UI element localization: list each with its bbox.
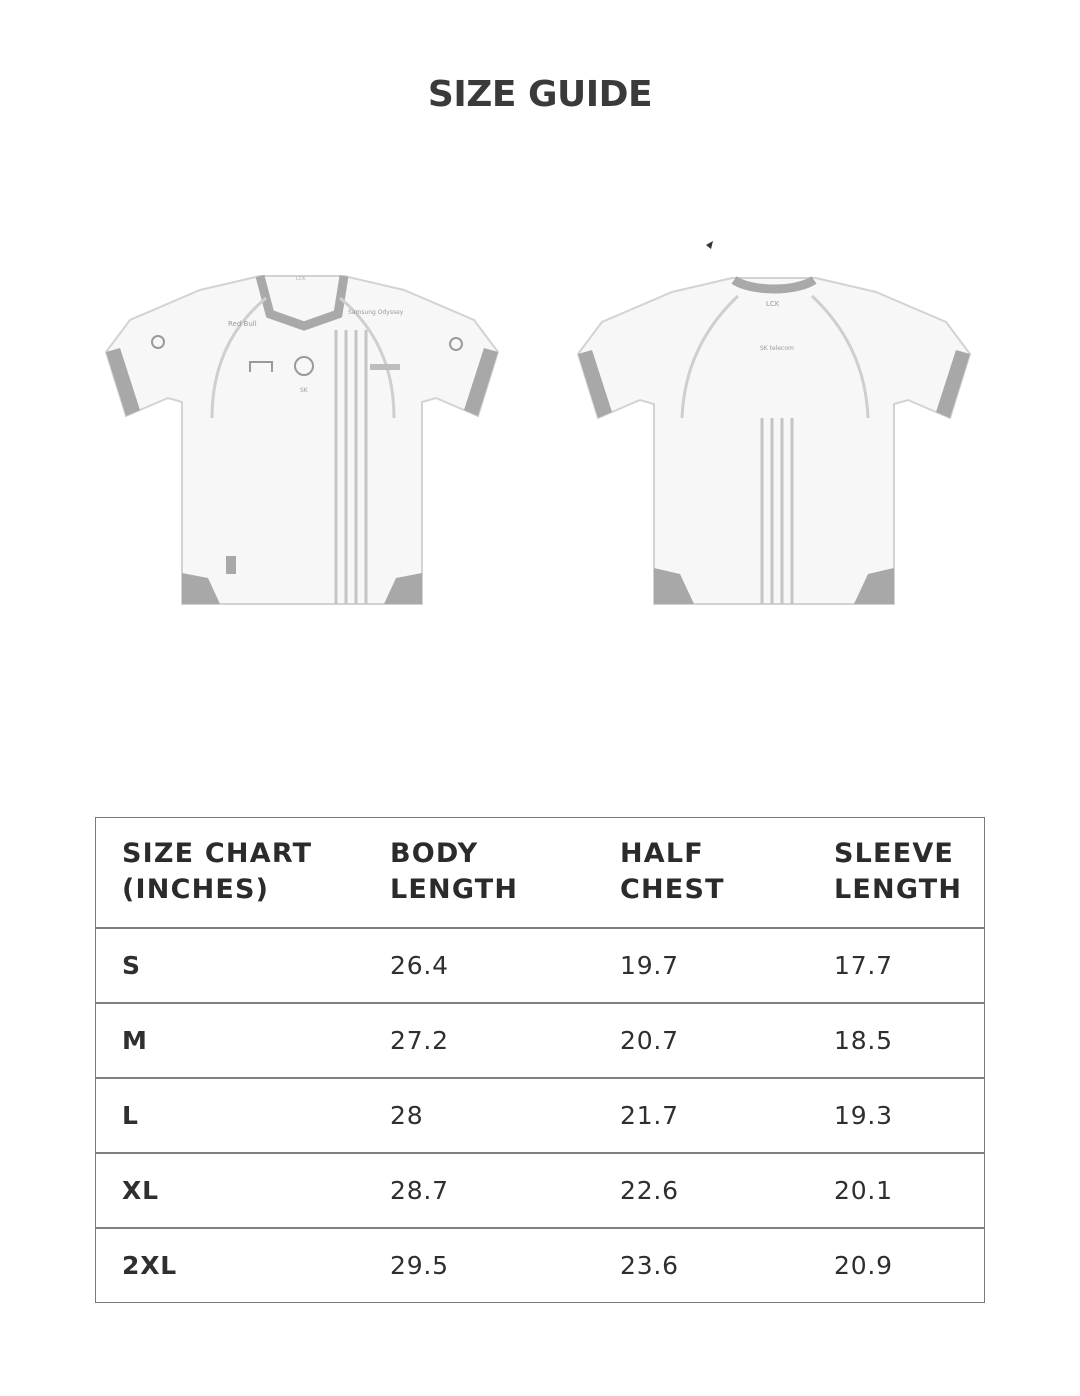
sleeve-length-value: 19.3 (834, 1100, 893, 1130)
body-length-value: 28.7 (390, 1175, 449, 1205)
body-length-value: 27.2 (390, 1025, 449, 1055)
table-row (96, 1003, 985, 1078)
page-title: SIZE GUIDE (427, 74, 653, 115)
header-body-length (390, 818, 620, 928)
header-sleeve-length-line2: LENGTH (834, 874, 963, 906)
header-sleeve-length-line1: SLEEVE (834, 838, 955, 870)
body-length-value: 29.5 (390, 1250, 449, 1280)
header-size-chart-line2: (INCHES) (122, 874, 270, 906)
size-label: M (122, 1025, 148, 1055)
table-row (96, 1228, 985, 1303)
table-row (96, 1153, 985, 1228)
header-half-chest (620, 818, 834, 928)
jersey-front-image (100, 268, 510, 613)
jersey-front-print-1: Red Bull (228, 320, 257, 328)
table-row (96, 928, 985, 1003)
header-half-chest-line1: HALF (620, 838, 704, 870)
table-header-row (96, 818, 985, 928)
half-chest-value: 21.7 (620, 1100, 679, 1130)
header-size-chart-line1: SIZE CHART (122, 838, 313, 870)
sleeve-length-value: 20.1 (834, 1175, 893, 1205)
header-body-length-line1: BODY (390, 838, 479, 870)
jersey-back-print-2: SK telecom (760, 345, 794, 352)
body-length-value: 28 (390, 1100, 424, 1130)
jersey-front-print-2: Samsung Odyssey (348, 309, 404, 316)
size-label: L (122, 1100, 139, 1130)
cursor-arrow-icon (704, 235, 714, 245)
half-chest-value: 20.7 (620, 1025, 679, 1055)
jersey-front-icon (100, 268, 510, 613)
sleeve-length-value: 17.7 (834, 950, 893, 980)
size-chart-table (95, 817, 985, 1303)
table-row (96, 1078, 985, 1153)
jersey-front-print-3: SK (300, 387, 308, 394)
jersey-back-image (572, 268, 982, 613)
header-half-chest-line2: CHEST (620, 874, 725, 906)
jersey-front-print-4: LCK (296, 276, 306, 282)
half-chest-value: 23.6 (620, 1250, 679, 1280)
size-label: XL (122, 1175, 159, 1205)
body-length-value: 26.4 (390, 950, 449, 980)
sleeve-length-value: 18.5 (834, 1025, 893, 1055)
header-size-chart (96, 818, 391, 928)
header-sleeve-length (834, 818, 985, 928)
header-body-length-line2: LENGTH (390, 874, 519, 906)
size-label: 2XL (122, 1250, 178, 1280)
sleeve-length-value: 20.9 (834, 1250, 893, 1280)
size-label: S (122, 950, 141, 980)
jersey-back-icon (572, 268, 982, 613)
half-chest-value: 19.7 (620, 950, 679, 980)
jersey-back-print-1: LCK (766, 300, 780, 308)
half-chest-value: 22.6 (620, 1175, 679, 1205)
